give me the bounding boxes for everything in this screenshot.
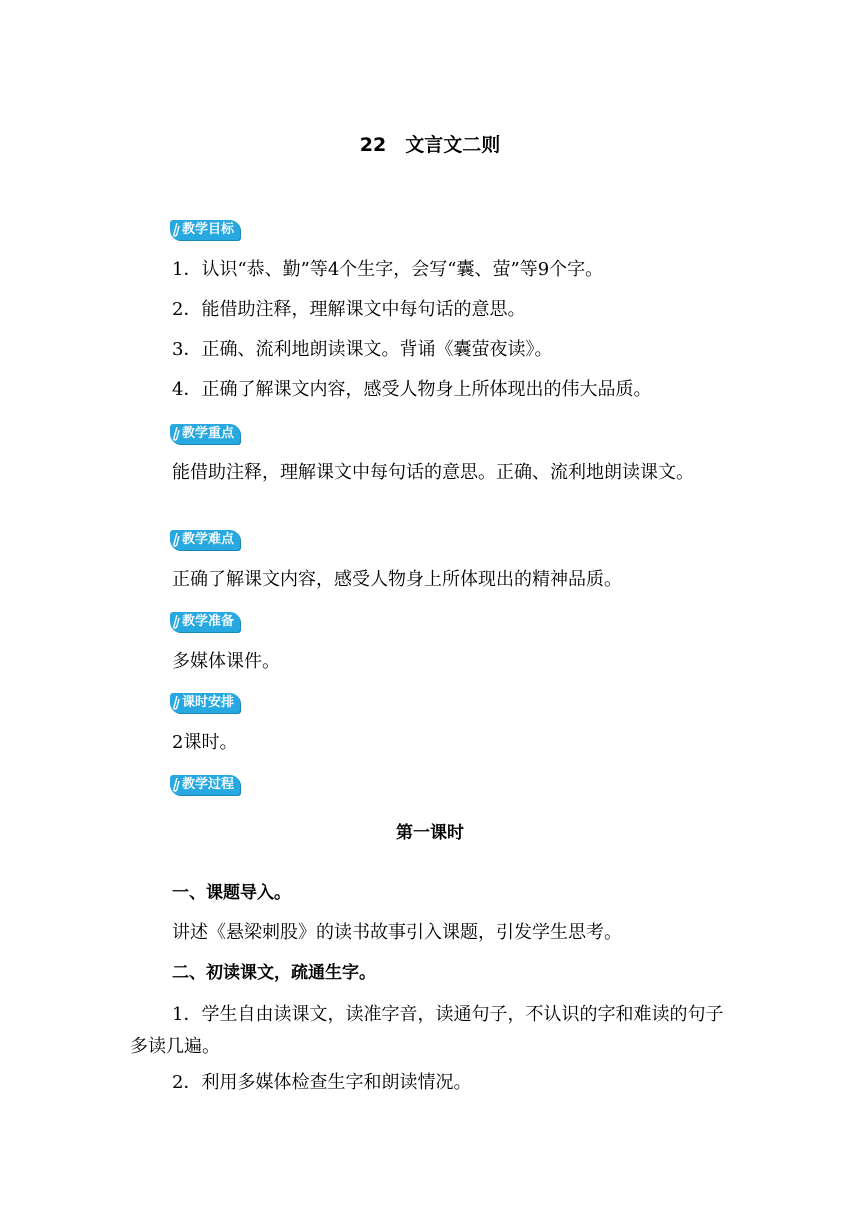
schedule-text: 2课时。: [172, 732, 238, 753]
goal-item: 2．能借助注释，理解课文中每句话的意思。: [172, 299, 526, 320]
goal-item: 1．认识“恭、勤”等4个生字，会写“囊、萤”等9个字。: [172, 259, 604, 280]
key-points-text: 能借助注释，理解课文中每句话的意思。正确、流利地朗读课文。: [172, 462, 694, 483]
section-tag-label: 教学难点: [182, 532, 235, 547]
goal-item: 4．正确了解课文内容，感受人物身上所体现出的伟大品质。: [172, 379, 652, 400]
section-tag-label: 课时安排: [182, 695, 235, 710]
section-tag-key-points: [170, 424, 240, 444]
preparation-text: 多媒体课件。: [172, 651, 280, 672]
paperclip-icon: [172, 221, 180, 237]
section-tag-difficulties: [170, 530, 240, 550]
paperclip-icon: [172, 613, 180, 629]
paperclip-icon: [172, 776, 180, 792]
section-tag-label: 教学准备: [182, 614, 235, 629]
step-item: 2．利用多媒体检查生字和朗读情况。: [172, 1072, 472, 1093]
step-item: 1．学生自由读课文，读准字音，读通句子，不认识的字和难读的句子多读几遍。: [130, 1004, 724, 1057]
section-tag-label: 教学过程: [182, 777, 235, 792]
step-text: 讲述《悬梁刺股》的读书故事引入课题，引发学生思考。: [172, 922, 622, 943]
section-tag-goals: [170, 220, 240, 240]
paperclip-icon: [172, 531, 180, 547]
page-title: 22 文言文二则: [359, 134, 501, 156]
lesson-title: 第一课时: [396, 823, 464, 843]
section-tag-label: 教学重点: [182, 426, 235, 441]
paperclip-icon: [172, 425, 180, 441]
section-tag-label: 教学目标: [182, 222, 235, 237]
goal-item: 3．正确、流利地朗读课文。背诵《囊萤夜读》。: [172, 339, 553, 360]
step-heading: 二、初读课文，疏通生字。: [172, 963, 376, 983]
difficulties-text: 正确了解课文内容，感受人物身上所体现出的精神品质。: [172, 569, 622, 590]
section-tag-schedule: [170, 693, 240, 713]
paperclip-icon: [172, 694, 180, 710]
step-heading: 一、课题导入。: [172, 883, 291, 903]
section-tag-preparation: [170, 612, 240, 632]
section-tag-process: [170, 775, 240, 795]
